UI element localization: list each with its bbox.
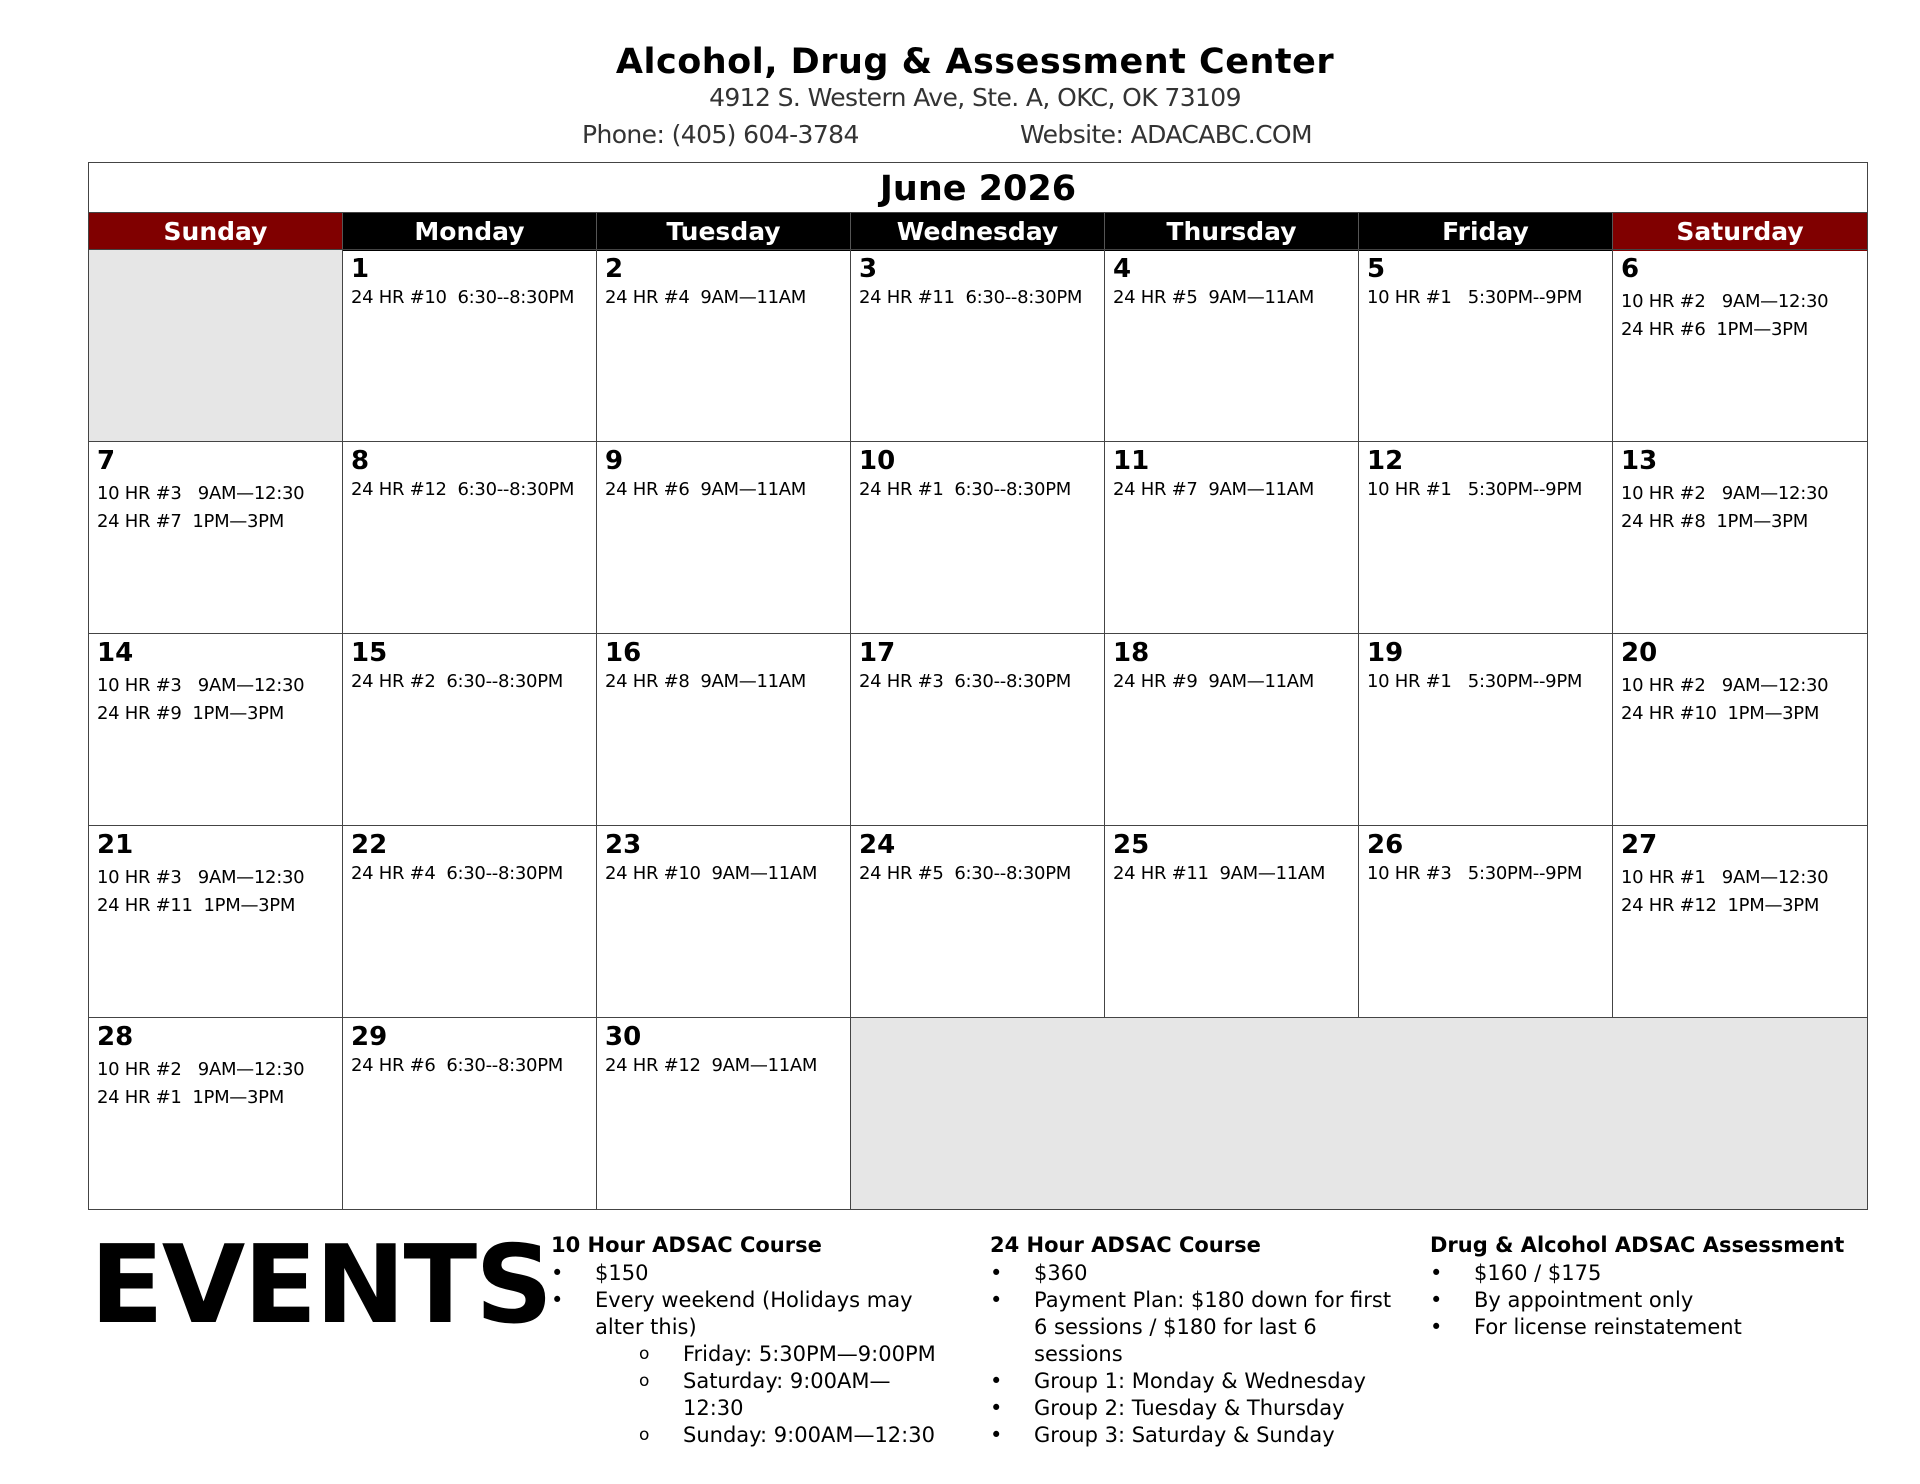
- day-number: 24: [859, 830, 896, 860]
- day-number: 13: [1621, 446, 1658, 476]
- calendar-day-cell: [851, 441, 1105, 633]
- day-number: 10: [859, 446, 896, 476]
- class-session: 24 HR #7 1PM—3PM: [97, 511, 284, 532]
- list-item: • $360: [990, 1260, 1410, 1287]
- sub-list-item: o Sunday: 9:00AM—12:30: [551, 1422, 951, 1449]
- class-session: 24 HR #3 6:30--8:30PM: [859, 671, 1071, 692]
- day-number: 21: [97, 830, 134, 860]
- calendar-day-cell: [1359, 633, 1613, 825]
- calendar-day-cell: [343, 249, 597, 441]
- sub-list-item: o Saturday: 9:00AM—12:30: [551, 1368, 951, 1422]
- day-number: 22: [351, 830, 388, 860]
- calendar-day-cell: [597, 633, 851, 825]
- organization-name: Alcohol, Drug & Assessment Center: [615, 42, 1335, 82]
- day-number: 11: [1113, 446, 1150, 476]
- class-session: 24 HR #12 1PM—3PM: [1621, 895, 1820, 916]
- class-session: 24 HR #10 6:30--8:30PM: [351, 287, 575, 308]
- dow-monday: Monday: [343, 213, 597, 251]
- list-item: • Group 2: Tuesday & Thursday: [990, 1395, 1410, 1422]
- day-number: 26: [1367, 830, 1404, 860]
- class-session: 10 HR #2 9AM—12:30: [1621, 291, 1829, 312]
- list-item: • By appointment only: [1430, 1287, 1870, 1314]
- class-session: 10 HR #2 9AM—12:30: [97, 1059, 305, 1080]
- day-number: 29: [351, 1022, 388, 1052]
- calendar-day-cell: [597, 1017, 851, 1209]
- calendar-day-cell: [89, 825, 343, 1017]
- day-number: 12: [1367, 446, 1404, 476]
- dow-tuesday: Tuesday: [597, 213, 851, 251]
- class-session: 24 HR #11 6:30--8:30PM: [859, 287, 1083, 308]
- class-session: 10 HR #1 5:30PM--9PM: [1367, 479, 1583, 500]
- day-number: 2: [605, 254, 624, 284]
- day-number: 23: [605, 830, 642, 860]
- class-session: 10 HR #3 9AM—12:30: [97, 867, 305, 888]
- calendar-day-cell: [89, 633, 343, 825]
- calendar-day-cell: [597, 441, 851, 633]
- calendar-cell-empty: [89, 249, 343, 441]
- day-number: 20: [1621, 638, 1658, 668]
- class-session: 24 HR #10 1PM—3PM: [1621, 703, 1820, 724]
- day-number: 7: [97, 446, 116, 476]
- sub-list-item: o Friday: 5:30PM—9:00PM: [551, 1341, 951, 1368]
- day-number: 9: [605, 446, 624, 476]
- class-session: 24 HR #6 1PM—3PM: [1621, 319, 1808, 340]
- events-title: EVENTS: [90, 1223, 551, 1348]
- assessment-heading: Drug & Alcohol ADSAC Assessment: [1430, 1233, 1845, 1257]
- day-number: 8: [351, 446, 370, 476]
- day-number: 3: [859, 254, 878, 284]
- calendar-day-cell: [1105, 441, 1359, 633]
- class-session: 24 HR #8 1PM—3PM: [1621, 511, 1808, 532]
- calendar-day-cell: [343, 1017, 597, 1209]
- calendar-day-cell: [89, 441, 343, 633]
- class-session: 24 HR #4 6:30--8:30PM: [351, 863, 563, 884]
- calendar-day-cell: [851, 825, 1105, 1017]
- day-number: 30: [605, 1022, 642, 1052]
- day-number: 5: [1367, 254, 1386, 284]
- calendar-day-cell: [89, 1017, 343, 1209]
- class-session: 24 HR #11 1PM—3PM: [97, 895, 296, 916]
- class-session: 24 HR #10 9AM—11AM: [605, 863, 818, 884]
- class-session: 10 HR #2 9AM—12:30: [1621, 675, 1829, 696]
- day-number: 25: [1113, 830, 1150, 860]
- calendar-day-cell: [1105, 249, 1359, 441]
- organization-phone: Phone: (405) 604-3784: [582, 120, 859, 149]
- list-item: • $160 / $175: [1430, 1260, 1870, 1287]
- day-number: 28: [97, 1022, 134, 1052]
- class-session: 24 HR #11 9AM—11AM: [1113, 863, 1326, 884]
- class-session: 24 HR #5 9AM—11AM: [1113, 287, 1315, 308]
- class-session: 10 HR #1 5:30PM--9PM: [1367, 671, 1583, 692]
- class-session: 24 HR #5 6:30--8:30PM: [859, 863, 1071, 884]
- day-number: 1: [351, 254, 370, 284]
- class-session: 10 HR #3 9AM—12:30: [97, 483, 305, 504]
- list-item: • Payment Plan: $180 down for first 6 sessions / $180 for last 6 sessions: [990, 1287, 1410, 1368]
- calendar-day-cell: [597, 249, 851, 441]
- calendar-grid: [89, 249, 1867, 1209]
- twenty-four-hour-course-info: [990, 1232, 1410, 1449]
- class-session: 24 HR #1 6:30--8:30PM: [859, 479, 1071, 500]
- class-session: 24 HR #2 6:30--8:30PM: [351, 671, 563, 692]
- class-session: 24 HR #12 6:30--8:30PM: [351, 479, 575, 500]
- day-number: 19: [1367, 638, 1404, 668]
- calendar-day-cell: [597, 825, 851, 1017]
- class-session: 24 HR #7 9AM—11AM: [1113, 479, 1315, 500]
- class-session: 24 HR #9 1PM—3PM: [97, 703, 284, 724]
- dow-friday: Friday: [1359, 213, 1613, 251]
- list-item: • Group 3: Saturday & Sunday: [990, 1422, 1410, 1449]
- list-item: • $150: [551, 1260, 951, 1287]
- calendar-day-cell: [1359, 825, 1613, 1017]
- class-session: 10 HR #2 9AM—12:30: [1621, 483, 1829, 504]
- class-session: 24 HR #6 9AM—11AM: [605, 479, 807, 500]
- dow-thursday: Thursday: [1105, 213, 1359, 251]
- class-session: 10 HR #3 9AM—12:30: [97, 675, 305, 696]
- dow-sunday: Sunday: [89, 213, 343, 251]
- class-session: 10 HR #1 5:30PM--9PM: [1367, 287, 1583, 308]
- ten-hour-course-list: [551, 1260, 951, 1449]
- day-number: 15: [351, 638, 388, 668]
- calendar-day-cell: [1613, 249, 1867, 441]
- class-session: 24 HR #4 9AM—11AM: [605, 287, 807, 308]
- list-item: • For license reinstatement: [1430, 1314, 1870, 1341]
- day-number: 14: [97, 638, 134, 668]
- calendar: [88, 162, 1868, 1210]
- calendar-cell-empty: [851, 1017, 1867, 1209]
- class-session: 24 HR #9 9AM—11AM: [1113, 671, 1315, 692]
- day-number: 6: [1621, 254, 1640, 284]
- organization-website: Website: ADACABC.COM: [1020, 120, 1312, 149]
- calendar-day-cell: [1613, 633, 1867, 825]
- class-session: 24 HR #6 6:30--8:30PM: [351, 1055, 563, 1076]
- calendar-day-cell: [1105, 633, 1359, 825]
- day-number: 27: [1621, 830, 1658, 860]
- twenty-four-hour-course-list: [990, 1260, 1410, 1449]
- calendar-day-cell: [851, 249, 1105, 441]
- calendar-day-cell: [1613, 825, 1867, 1017]
- list-item: • Group 1: Monday & Wednesday: [990, 1368, 1410, 1395]
- class-session: 24 HR #1 1PM—3PM: [97, 1087, 284, 1108]
- organization-address: 4912 S. Western Ave, Ste. A, OKC, OK 73109: [709, 83, 1241, 112]
- class-session: 10 HR #1 9AM—12:30: [1621, 867, 1829, 888]
- calendar-title: June 2026: [89, 163, 1867, 213]
- organization-contact: [0, 120, 1920, 152]
- list-item: • Every weekend (Holidays may alter this): [551, 1287, 951, 1341]
- twenty-four-hour-course-heading: 24 Hour ADSAC Course: [990, 1233, 1261, 1257]
- calendar-day-cell: [851, 633, 1105, 825]
- day-number: 18: [1113, 638, 1150, 668]
- ten-hour-course-heading: 10 Hour ADSAC Course: [551, 1233, 822, 1257]
- class-session: 24 HR #12 9AM—11AM: [605, 1055, 818, 1076]
- assessment-list: [1430, 1260, 1870, 1341]
- calendar-day-cell: [1613, 441, 1867, 633]
- assessment-info: [1430, 1232, 1870, 1341]
- day-number: 17: [859, 638, 896, 668]
- day-of-week-header: [89, 213, 1867, 249]
- calendar-day-cell: [343, 441, 597, 633]
- ten-hour-course-info: [551, 1232, 951, 1449]
- day-number: 4: [1113, 254, 1132, 284]
- dow-wednesday: Wednesday: [851, 213, 1105, 251]
- calendar-day-cell: [343, 633, 597, 825]
- organization-header: [0, 40, 1920, 114]
- class-session: 10 HR #3 5:30PM--9PM: [1367, 863, 1583, 884]
- calendar-day-cell: [1359, 441, 1613, 633]
- dow-saturday: Saturday: [1613, 213, 1867, 251]
- calendar-day-cell: [1359, 249, 1613, 441]
- calendar-day-cell: [1105, 825, 1359, 1017]
- calendar-day-cell: [343, 825, 597, 1017]
- day-number: 16: [605, 638, 642, 668]
- class-session: 24 HR #8 9AM—11AM: [605, 671, 807, 692]
